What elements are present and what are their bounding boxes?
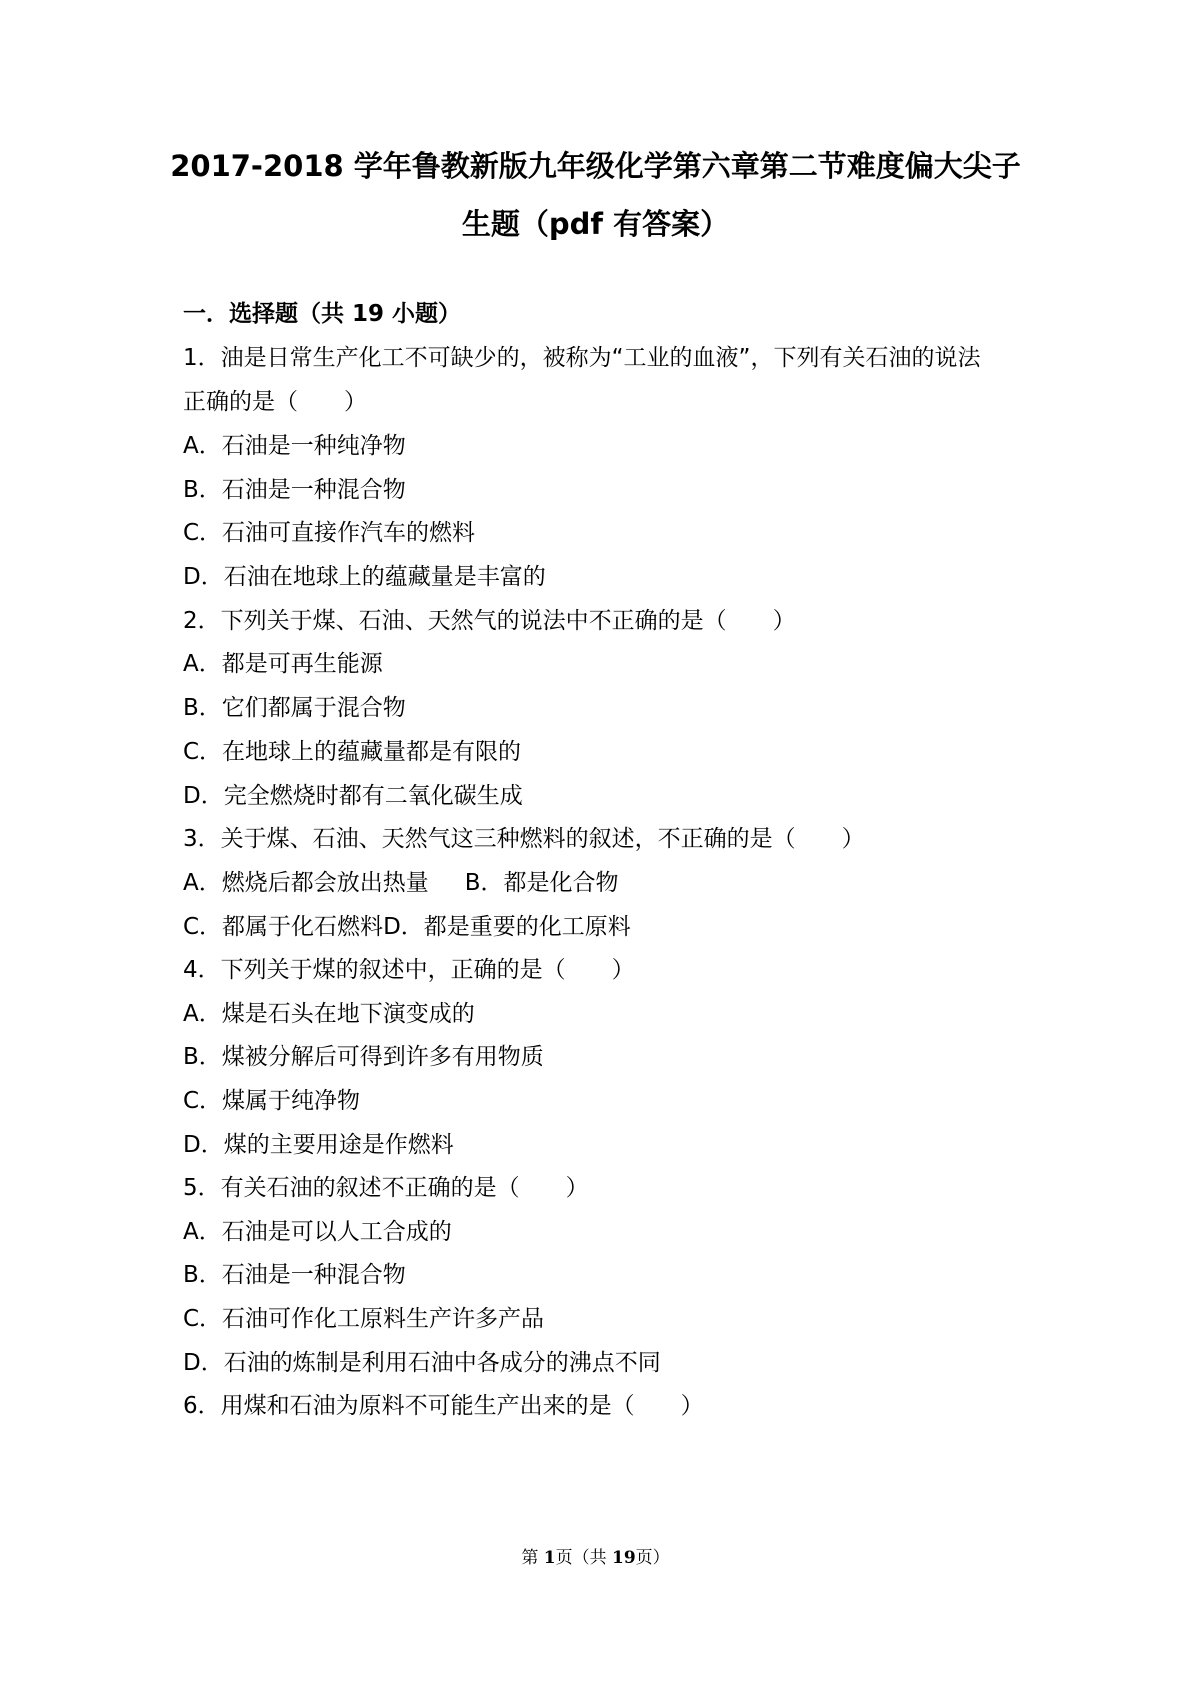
option-b: B．石油是一种混合物 [183,1262,406,1288]
option-b: B．石油是一种混合物 [183,477,406,503]
question-stem: 5．有关石油的叙述不正确的是（ ） [183,1175,589,1201]
title-line-2: 生题（pdf 有答案） [461,207,730,241]
section-heading: 一．选择题（共 19 小题） [183,301,462,327]
option-d: D．石油在地球上的蕴藏量是丰富的 [183,564,546,590]
question-stem-continued: 正确的是（ ） [183,389,367,415]
question-stem: 1．油是日常生产化工不可缺少的，被称为“工业的血液”，下列有关石油的说法 [183,345,981,371]
footer-total-pages: 19 [611,1548,636,1568]
option-a: A．都是可再生能源 [183,651,383,677]
option-d: D．都是重要的化工原料 [383,914,631,940]
option-d: D．完全燃烧时都有二氧化碳生成 [183,783,523,809]
option-c: C．煤属于纯净物 [183,1088,361,1114]
option-a: A．煤是石头在地下演变成的 [183,1001,475,1027]
question-stem: 6．用煤和石油为原料不可能生产出来的是（ ） [183,1393,704,1419]
option-c: C．在地球上的蕴藏量都是有限的 [183,739,522,765]
option-a: A．石油是一种纯净物 [183,433,406,459]
option-b: B．它们都属于混合物 [183,695,406,721]
option-c: C．都属于化石燃料 [183,914,384,940]
footer-middle: 页（共 [555,1548,612,1568]
footer-suffix: 页） [635,1548,670,1568]
footer-prefix: 第 [521,1548,544,1568]
question-stem: 4．下列关于煤的叙述中，正确的是（ ） [183,957,635,983]
option-a: A．燃烧后都会放出热量 [183,870,429,896]
option-row-ab [183,867,619,899]
question-stem: 3．关于煤、石油、天然气这三种燃料的叙述，不正确的是（ ） [183,826,865,852]
option-a: A．石油是可以人工合成的 [183,1219,452,1245]
page-footer [0,1546,1191,1570]
option-d: D．石油的炼制是利用石油中各成分的沸点不同 [183,1350,661,1376]
question-stem: 2．下列关于煤、石油、天然气的说法中不正确的是（ ） [183,608,796,634]
option-b: B．都是化合物 [464,870,619,896]
option-b: B．煤被分解后可得到许多有用物质 [183,1044,544,1070]
option-c: C．石油可直接作汽车的燃料 [183,520,476,546]
title-line-1: 2017-2018 学年鲁教新版九年级化学第六章第二节难度偏大尖子 [170,149,1021,183]
option-row-cd [183,911,631,943]
footer-page-number: 1 [543,1548,556,1568]
option-d: D．煤的主要用途是作燃料 [183,1132,454,1158]
option-c: C．石油可作化工原料生产许多产品 [183,1306,545,1332]
